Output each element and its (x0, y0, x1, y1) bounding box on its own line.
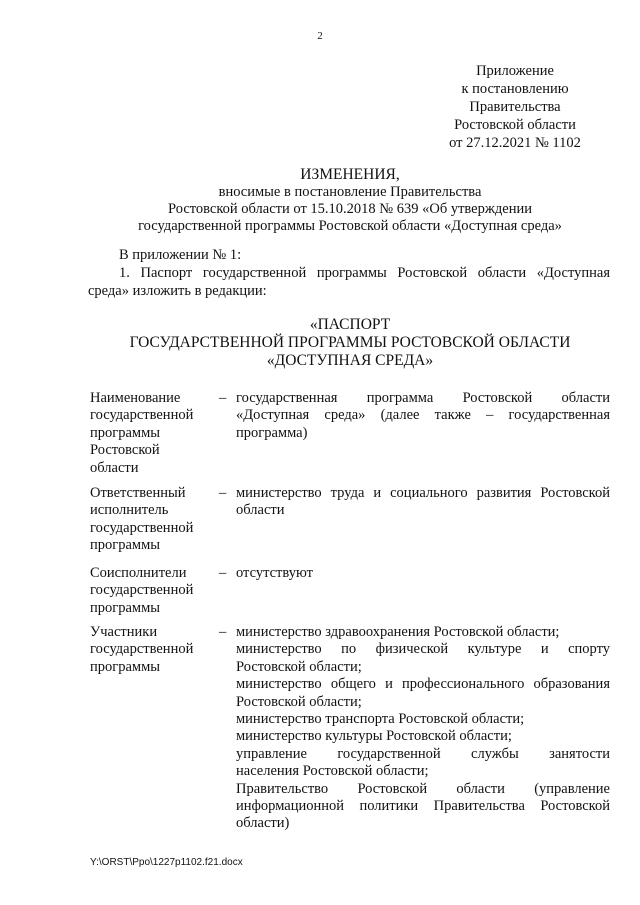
row-label-line: области (90, 459, 139, 476)
row-label-line: государственной (90, 582, 194, 599)
row-value-line: управление государственной службы занятости (236, 745, 610, 762)
row-value-line: министерство транспорта Ростовской области; (236, 711, 525, 728)
row-label-line: Ответственный (90, 485, 186, 501)
changes-heading: ИЗМЕНЕНИЯ, (300, 166, 400, 183)
intro-text (88, 246, 610, 300)
row-label-line: программы (90, 658, 160, 675)
passport-title-line: «ДОСТУПНАЯ СРЕДА» (266, 352, 434, 369)
intro-paragraph-line: среда» изложить в редакции: (88, 283, 267, 299)
appendix-line: к постановлению (461, 81, 569, 97)
row-value-line: «Доступная среда» (далее также – государственная (236, 407, 610, 424)
row-value-line: министерство здравоохранения Ростовской области; (236, 624, 560, 640)
changes-title-block (80, 166, 620, 235)
passport-title-line: ГОСУДАРСТВЕННОЙ ПРОГРАММЫ РОСТОВСКОЙ ОБЛАСТИ (129, 334, 571, 351)
row-dash: – (219, 565, 227, 581)
changes-subtitle-line: государственной программы Ростовской области «Доступная среда» (138, 218, 562, 234)
page-number: 2 (317, 30, 323, 42)
row-value-line: министерство труда и социального развития Ростовской (236, 485, 610, 501)
file-path-footer: Y:\ORST\Ppo\1227p1102.f21.docx (90, 857, 243, 868)
row-value (236, 624, 610, 833)
row-label-line: Соисполнители (90, 565, 187, 581)
row-label-line: программы (90, 424, 160, 441)
appendix-line: Ростовской области (454, 117, 576, 133)
row-value-line: Правительство Ростовской области (управление (236, 780, 610, 797)
row-label-line: исполнитель (90, 502, 169, 519)
appendix-line: Правительства (469, 99, 561, 115)
row-label-line: государственной (90, 519, 194, 536)
row-value-line: министерство по физической культуре и спорту (236, 641, 610, 658)
row-label-line: государственной (90, 407, 194, 424)
row-label-line: государственной (90, 641, 194, 658)
changes-subtitle-line: вносимые в постановление Правительства (218, 184, 482, 200)
row-dash: – (219, 624, 227, 640)
row-dash: – (219, 485, 227, 501)
row-label (90, 624, 208, 676)
row-value-line: программа) (236, 424, 308, 441)
row-value-line: области) (236, 815, 290, 832)
changes-subtitle-line: Ростовской области от 15.10.2018 № 639 «Об утверждении (168, 201, 532, 217)
row-dash: – (219, 390, 227, 406)
passport-title (90, 316, 610, 370)
row-value-line: области (236, 502, 285, 519)
passport-title-line: «ПАСПОРТ (309, 316, 391, 333)
appendix-line: Приложение (476, 63, 554, 79)
row-label (90, 485, 208, 555)
row-value-line: министерство культуры Ростовской области; (236, 728, 512, 745)
row-value (236, 390, 610, 442)
row-value-line: отсутствуют (236, 565, 313, 581)
row-value (236, 485, 610, 520)
row-label (90, 565, 208, 617)
row-label (90, 390, 208, 477)
intro-paragraph-line: 1. Паспорт государственной программы Ростовской области «Доступная (119, 265, 610, 281)
row-value-line: населения Ростовской области; (236, 763, 429, 780)
row-label-line: Ростовской (90, 442, 160, 459)
appendix-line: от 27.12.2021 № 1102 (449, 135, 581, 151)
appendix-header (410, 62, 620, 152)
row-value-line: министерство общего и профессионального образования (236, 676, 610, 693)
row-value (236, 565, 610, 582)
intro-line: В приложении № 1: (119, 247, 242, 263)
row-label-line: Наименование (90, 390, 181, 406)
row-label-line: Участники (90, 624, 158, 640)
row-value-line: Ростовской области; (236, 658, 362, 675)
row-value-line: информационной политики Правительства Ростовской (236, 798, 610, 815)
row-label-line: программы (90, 537, 160, 554)
row-value-line: государственная программа Ростовской области (236, 390, 610, 406)
row-value-line: Ростовской области; (236, 693, 362, 710)
row-label-line: программы (90, 599, 160, 616)
